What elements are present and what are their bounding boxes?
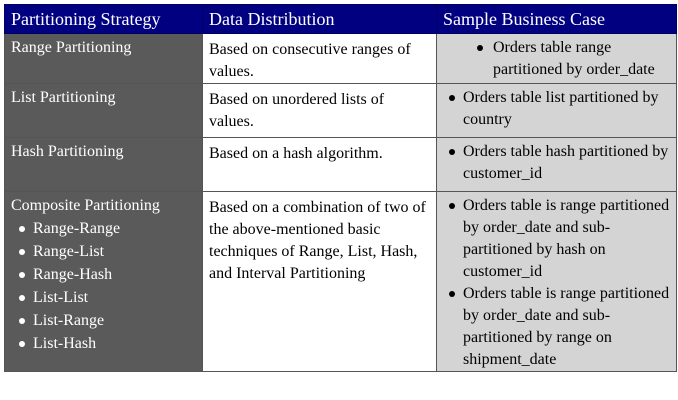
- strategy-cell: [5, 84, 203, 138]
- sub-strategy-list: [11, 217, 198, 355]
- header-distribution: Data Distribution: [203, 5, 437, 34]
- header-business-case: Sample Business Case: [437, 5, 677, 34]
- strategy-cell: [5, 192, 203, 372]
- business-case-item: Orders table is range partitioned by order_date and sub-partitioned by range on shipment_date: [441, 283, 672, 371]
- strategy-cell: [5, 34, 203, 84]
- business-case-list: [441, 87, 672, 131]
- sub-strategy-item: Range-Range: [19, 217, 198, 240]
- business-case-list: [441, 195, 672, 371]
- business-case-cell: [437, 138, 677, 192]
- table-row: [5, 138, 677, 192]
- strategy-name: Range Partitioning: [11, 39, 132, 56]
- strategy-cell: [5, 138, 203, 192]
- table-row: [5, 192, 677, 372]
- business-case-cell: [437, 34, 677, 84]
- sub-strategy-item: List-Hash: [19, 332, 198, 355]
- distribution-cell: Based on a combination of two of the above-mentioned basic techniques of Range, List, Hash, and Interval Partitioning: [203, 192, 437, 372]
- business-case-item: Orders table range partitioned by order_date: [441, 37, 672, 81]
- distribution-cell: Based on unordered lists of values.: [203, 84, 437, 138]
- strategy-name: Composite Partitioning: [11, 197, 160, 214]
- business-case-cell: [437, 192, 677, 372]
- sub-strategy-item: List-Range: [19, 309, 198, 332]
- header-row: [5, 5, 677, 34]
- sub-strategy-item: Range-List: [19, 240, 198, 263]
- distribution-cell: Based on a hash algorithm.: [203, 138, 437, 192]
- strategy-name: List Partitioning: [11, 89, 116, 106]
- header-strategy: Partitioning Strategy: [5, 5, 203, 34]
- strategy-name: Hash Partitioning: [11, 143, 124, 160]
- business-case-item: Orders table list partitioned by country: [441, 87, 672, 131]
- table-row: [5, 34, 677, 84]
- business-case-cell: [437, 84, 677, 138]
- business-case-list: [441, 37, 672, 81]
- partitioning-table: [4, 4, 677, 372]
- sub-strategy-item: Range-Hash: [19, 263, 198, 286]
- distribution-cell: Based on consecutive ranges of values.: [203, 34, 437, 84]
- table-row: [5, 84, 677, 138]
- business-case-item: Orders table hash partitioned by customer_id: [441, 141, 672, 185]
- business-case-list: [441, 141, 672, 185]
- business-case-item: Orders table is range partitioned by order_date and sub-partitioned by hash on customer_id: [441, 195, 672, 283]
- sub-strategy-item: List-List: [19, 286, 198, 309]
